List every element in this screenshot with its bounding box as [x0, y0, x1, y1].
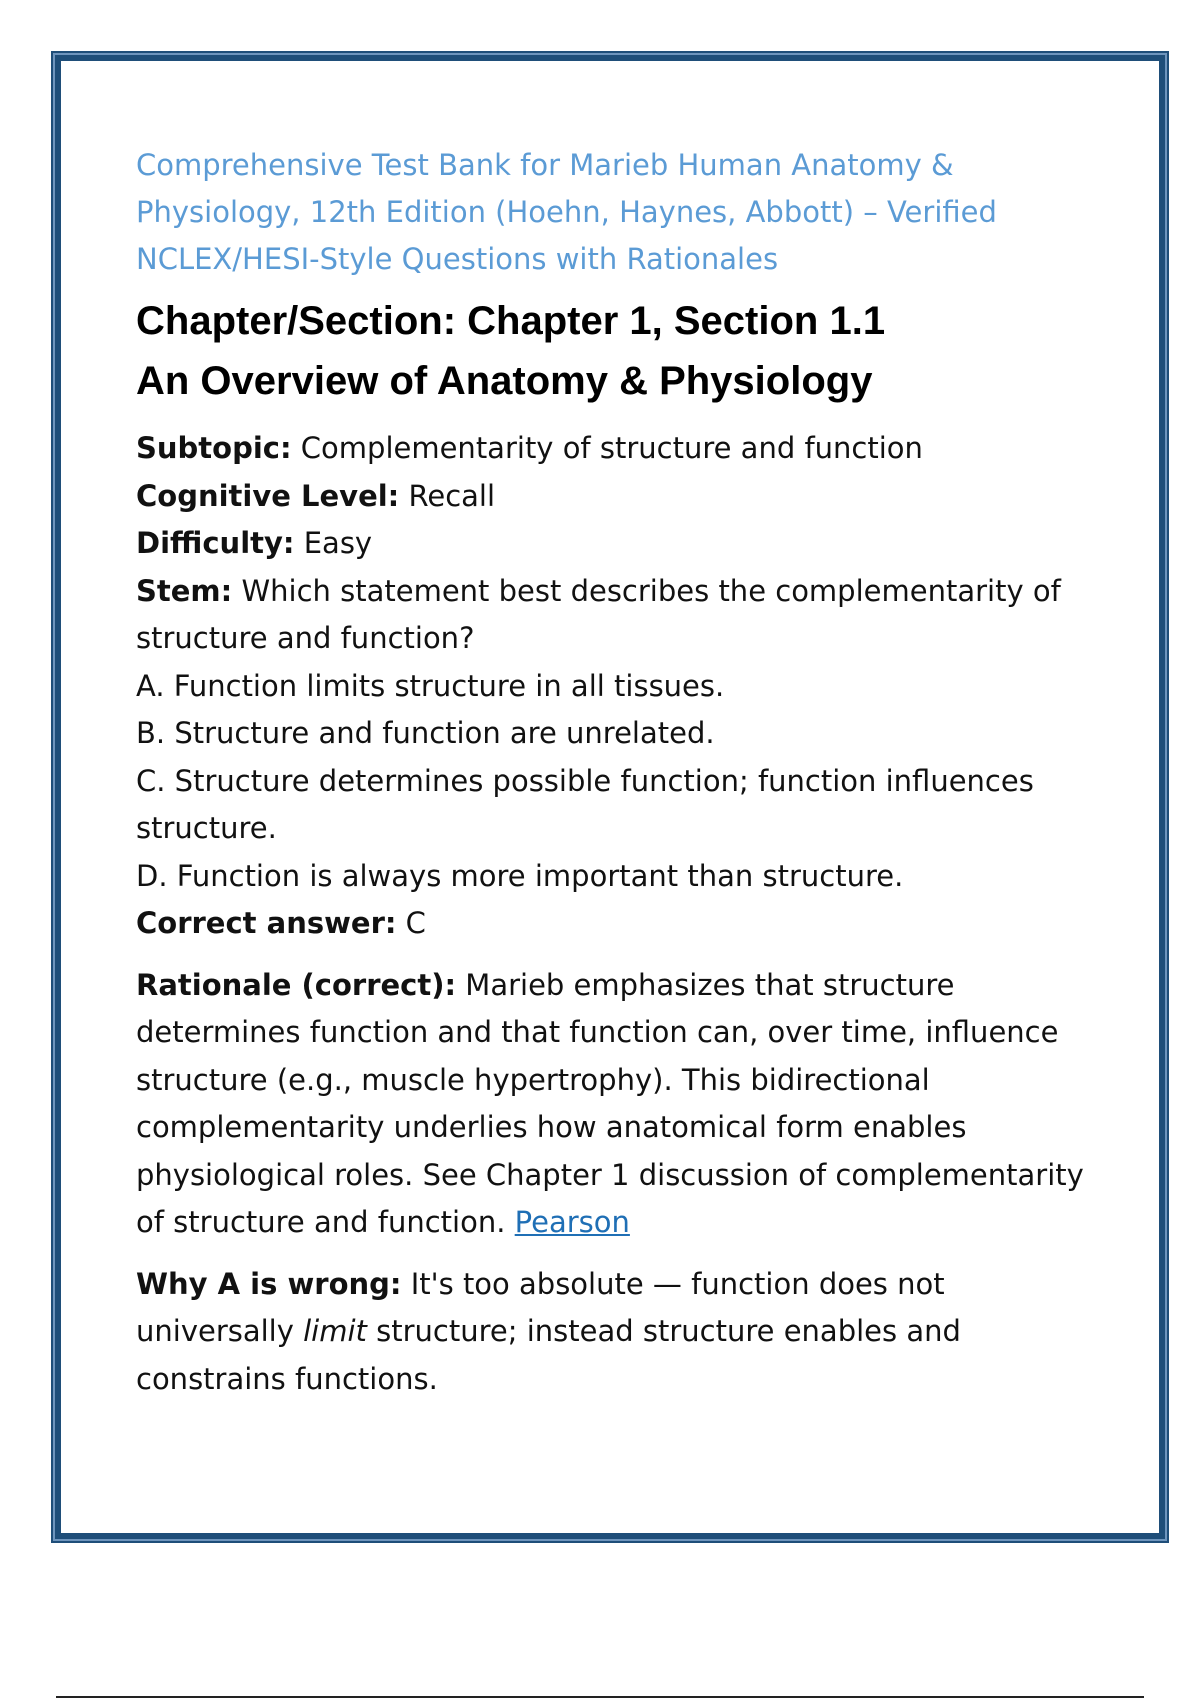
section-heading-line-2: An Overview of Anatomy & Physiology: [136, 359, 873, 403]
section-heading: [136, 291, 1096, 411]
why-a-wrong-text-2: structure; instead structure enables and constrains functions.: [136, 1314, 961, 1396]
pearson-link[interactable]: Pearson: [514, 1205, 630, 1239]
why-a-wrong-paragraph: [136, 1261, 1096, 1404]
option-a: A. Function limits structure in all tissues.: [136, 668, 725, 703]
section-heading-line-1: Chapter/Section: Chapter 1, Section 1.1: [136, 299, 886, 343]
difficulty-value: Easy: [294, 526, 373, 560]
cognitive-level-line: [136, 473, 1096, 521]
subtopic-line: [136, 425, 1096, 473]
option-d: D. Function is always more important than structure.: [136, 858, 904, 893]
bottom-rule: [56, 1696, 1144, 1698]
stem-line: [136, 568, 1096, 663]
why-a-wrong-italic: limit: [303, 1314, 367, 1348]
rationale-text: Marieb emphasizes that structure determines function and that function can, over time, influence structure (e.g., muscle hypertrophy). This bidirectional complementarity underlies how anatomical form enables physiological roles. See Chapter 1 discussion of complementarity of structure and function.: [136, 967, 1084, 1239]
rationale-label: Rationale (correct):: [136, 967, 457, 1002]
stem-label: Stem:: [136, 573, 233, 608]
why-a-wrong-label: Why A is wrong:: [136, 1266, 402, 1301]
document-title: Comprehensive Test Bank for Marieb Human Anatomy & Physiology, 12th Edition (Hoehn, Haynes, Abbott) – Verified NCLEX/HESI-Style Questions with Rationales: [136, 148, 997, 276]
correct-answer-line: [136, 900, 1096, 948]
difficulty-label: Difficulty:: [136, 526, 295, 560]
correct-answer-value: C: [396, 906, 426, 940]
why-a-wrong-text-1: It's too absolute — function does not universally: [136, 1266, 945, 1348]
stem-value: Which statement best describes the complementarity of structure and function?: [136, 573, 1061, 655]
option-c: C. Structure determines possible function; function influences structure.: [136, 763, 1034, 845]
difficulty-line: [136, 520, 1096, 568]
cognitive-level-value: Recall: [399, 478, 496, 513]
correct-answer-label: Correct answer:: [136, 906, 397, 940]
document-content: [136, 142, 1096, 1403]
subtopic-label: Subtopic:: [136, 431, 292, 465]
rationale-paragraph: [136, 962, 1096, 1247]
subtopic-value: Complementarity of structure and function: [291, 431, 923, 465]
option-b: B. Structure and function are unrelated.: [136, 716, 715, 750]
cognitive-level-label: Cognitive Level:: [136, 478, 400, 513]
